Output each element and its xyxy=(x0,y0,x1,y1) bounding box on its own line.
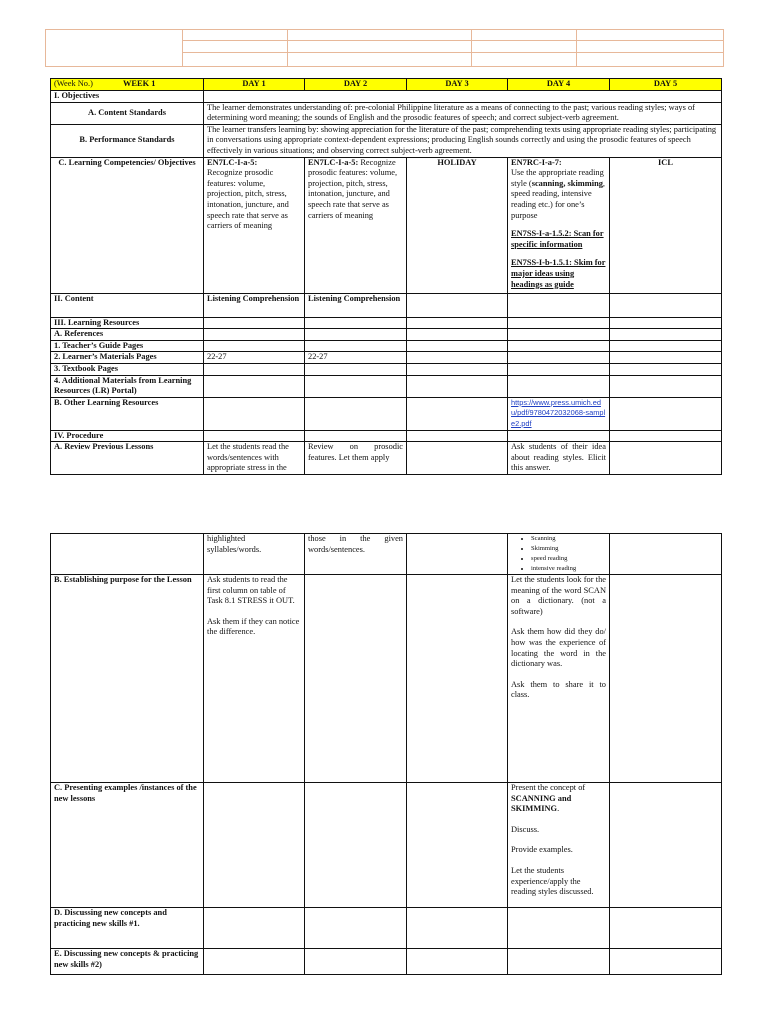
table-row xyxy=(51,534,722,575)
competencies-label: C. Learning Competencies/ Objectives xyxy=(51,157,204,293)
table-row xyxy=(51,340,722,352)
content-label: II. Content xyxy=(51,293,204,317)
table-header-row xyxy=(51,79,722,91)
performance-standards-text: The learner transfers learning by: showing appreciation for the literature of the past; comprehending texts using appropriate reading styles; participating in conversations using appropriate context-dependent expressions; producing English sounds correctly and using the prosodic features of speech effectively in various situations; and observing correct subject-verb agreement. xyxy=(204,124,722,157)
review-day4: Ask students of their idea about reading styles. Elicit this answer. xyxy=(508,442,610,475)
learners-materials-label: 2. Learner’s Materials Pages xyxy=(51,352,204,364)
table-row xyxy=(51,430,722,442)
presenting-day4-text: Let the students experience/apply the reading styles discussed. xyxy=(511,865,594,897)
procedure-label: IV. Procedure xyxy=(51,430,204,442)
presenting-day4-text: Present the concept of xyxy=(511,783,586,792)
competency-code: EN7RC-I-a-7: xyxy=(511,157,562,167)
establishing-day1-text: Ask students to read the first column on table of Task 8.1 STRESS it OUT. xyxy=(207,575,295,606)
list-item: • speed reading xyxy=(531,554,606,564)
content-standards-text: The learner demonstrates understanding of: pre-colonial Philippine literature as a means of connecting to the past; various reading styles; ways of determining word meaning; the sounds of English and the prosodic features of speech; and correct subject-verb agreement. xyxy=(204,102,722,124)
competency-code: EN7LC-I-a-5: xyxy=(207,157,258,167)
header-box xyxy=(45,29,724,67)
table-row xyxy=(51,442,722,475)
list-item: • Skimming xyxy=(531,544,606,554)
table-row xyxy=(51,575,722,783)
establishing-day1-text: Ask them if they can notice the difference. xyxy=(207,616,300,637)
competency-text: , speed reading, intensive reading etc.) for one’s purpose xyxy=(511,178,606,220)
competency-day2 xyxy=(305,157,407,293)
competency-bold: scanning, skimming xyxy=(531,178,603,188)
objectives-label: I. Objectives xyxy=(51,91,204,103)
table-row xyxy=(51,157,722,293)
competency-code: EN7LC-I-a-5: xyxy=(308,157,359,167)
review-day2: Review on prosodic features. Let them apply xyxy=(305,442,407,475)
discussing1-label: D. Discussing new concepts and practicing new skills #1. xyxy=(51,908,204,949)
competency-text: Recognize prosodic features: volume, projection, pitch, stress, intonation, juncture, and speech rate that serve as carriers of meaning xyxy=(207,168,289,231)
day2-header: DAY 2 xyxy=(305,79,407,91)
learning-resources-label: III. Learning Resources xyxy=(51,317,204,329)
performance-standards-label: B. Performance Standards xyxy=(51,124,204,157)
additional-materials-label: 4. Additional Materials from Learning Resources (LR) Portal) xyxy=(51,375,204,397)
presenting-day4-text: Discuss. xyxy=(511,824,540,834)
table-row xyxy=(51,375,722,397)
list-item: • intensive reading xyxy=(531,564,606,574)
competency-day4 xyxy=(508,157,610,293)
establishing-day4-text: Ask them how did they do/ how was the experience of locating the word in the dictionary was. xyxy=(511,627,606,669)
day3-header: DAY 3 xyxy=(407,79,508,91)
table-row xyxy=(51,329,722,341)
other-resources-label: B. Other Learning Resources xyxy=(51,397,204,430)
table-row xyxy=(51,293,722,317)
competency-day1 xyxy=(204,157,305,293)
presenting-day4-text: Provide examples. xyxy=(511,845,573,855)
content-standards-label: A. Content Standards xyxy=(51,102,204,124)
discussing2-label: E. Discussing new concepts & practicing new skills #2) xyxy=(51,949,204,975)
day1-header: DAY 1 xyxy=(204,79,305,91)
teachers-guide-label: 1. Teacher’s Guide Pages xyxy=(51,340,204,352)
content-day2: Listening Comprehension xyxy=(305,293,407,317)
table-row xyxy=(51,352,722,364)
table-row xyxy=(51,949,722,975)
icl-cell: ICL xyxy=(610,157,722,293)
review-cont-day1: highlighted syllables/words. xyxy=(204,534,305,575)
competency-text: Recognize xyxy=(360,157,396,167)
establishing-label: B. Establishing purpose for the Lesson xyxy=(51,575,204,783)
lm-pages-day1: 22-27 xyxy=(204,352,305,364)
table-row: C. Presenting examples /instances of the new lessons Present the concept of SCANNING and SKIMMING. Discuss. Provide examples. Let the students experience/apply the reading styles discussed. xyxy=(51,783,722,908)
establishing-day4-text: Let the students look for the meaning of the word SCAN on a dictionary. (not a software) xyxy=(511,575,606,616)
competency-text: Use the appropriate reading style ( xyxy=(511,168,604,188)
objective-scan: EN7SS-I-a-1.5.2: Scan for specific information xyxy=(511,229,604,249)
week-no-label: (Week No.) xyxy=(54,79,93,88)
competency-text: prosodic features: volume, projection, pitch, stress, intonation, juncture, and speech rate that serve as carriers of meaning xyxy=(308,168,398,220)
list-item: • Scanning xyxy=(531,534,606,544)
day5-header: DAY 5 xyxy=(610,79,722,91)
holiday-cell: HOLIDAY xyxy=(407,157,508,293)
day4-header: DAY 4 xyxy=(508,79,610,91)
textbook-label: 3. Textbook Pages xyxy=(51,363,204,375)
table-row xyxy=(51,908,722,949)
table-row xyxy=(51,397,722,430)
content-day1: Listening Comprehension xyxy=(204,293,305,317)
dll-bottom-table xyxy=(50,533,722,975)
presenting-day4-bold: SCANNING and SKIMMING xyxy=(511,793,572,814)
table-row xyxy=(51,317,722,329)
table-row xyxy=(51,124,722,157)
lm-pages-day2: 22-27 xyxy=(305,352,407,364)
table-row xyxy=(51,102,722,124)
review-day1: Let the students read the words/sentences with appropriate stress in the xyxy=(204,442,305,475)
table-row xyxy=(51,363,722,375)
resource-link[interactable]: https://www.press.umich.edu/pdf/9780472032068-sample2.pdf xyxy=(511,397,606,428)
establishing-day4-text: Ask them to share it to class. xyxy=(511,679,606,700)
objective-skim: EN7SS-I-b-1.5.1: Skim for major ideas using headings as guide xyxy=(511,258,606,289)
references-label: A. References xyxy=(51,329,204,341)
dll-top-table xyxy=(50,78,722,475)
review-cont-day2: those in the given words/sentences. xyxy=(305,534,407,575)
reading-styles-list xyxy=(508,534,610,575)
presenting-label: C. Presenting examples /instances of the new lessons xyxy=(51,783,204,908)
review-label: A. Review Previous Lessons xyxy=(51,442,204,475)
week-label: WEEK 1 xyxy=(123,79,156,88)
table-row xyxy=(51,91,722,103)
